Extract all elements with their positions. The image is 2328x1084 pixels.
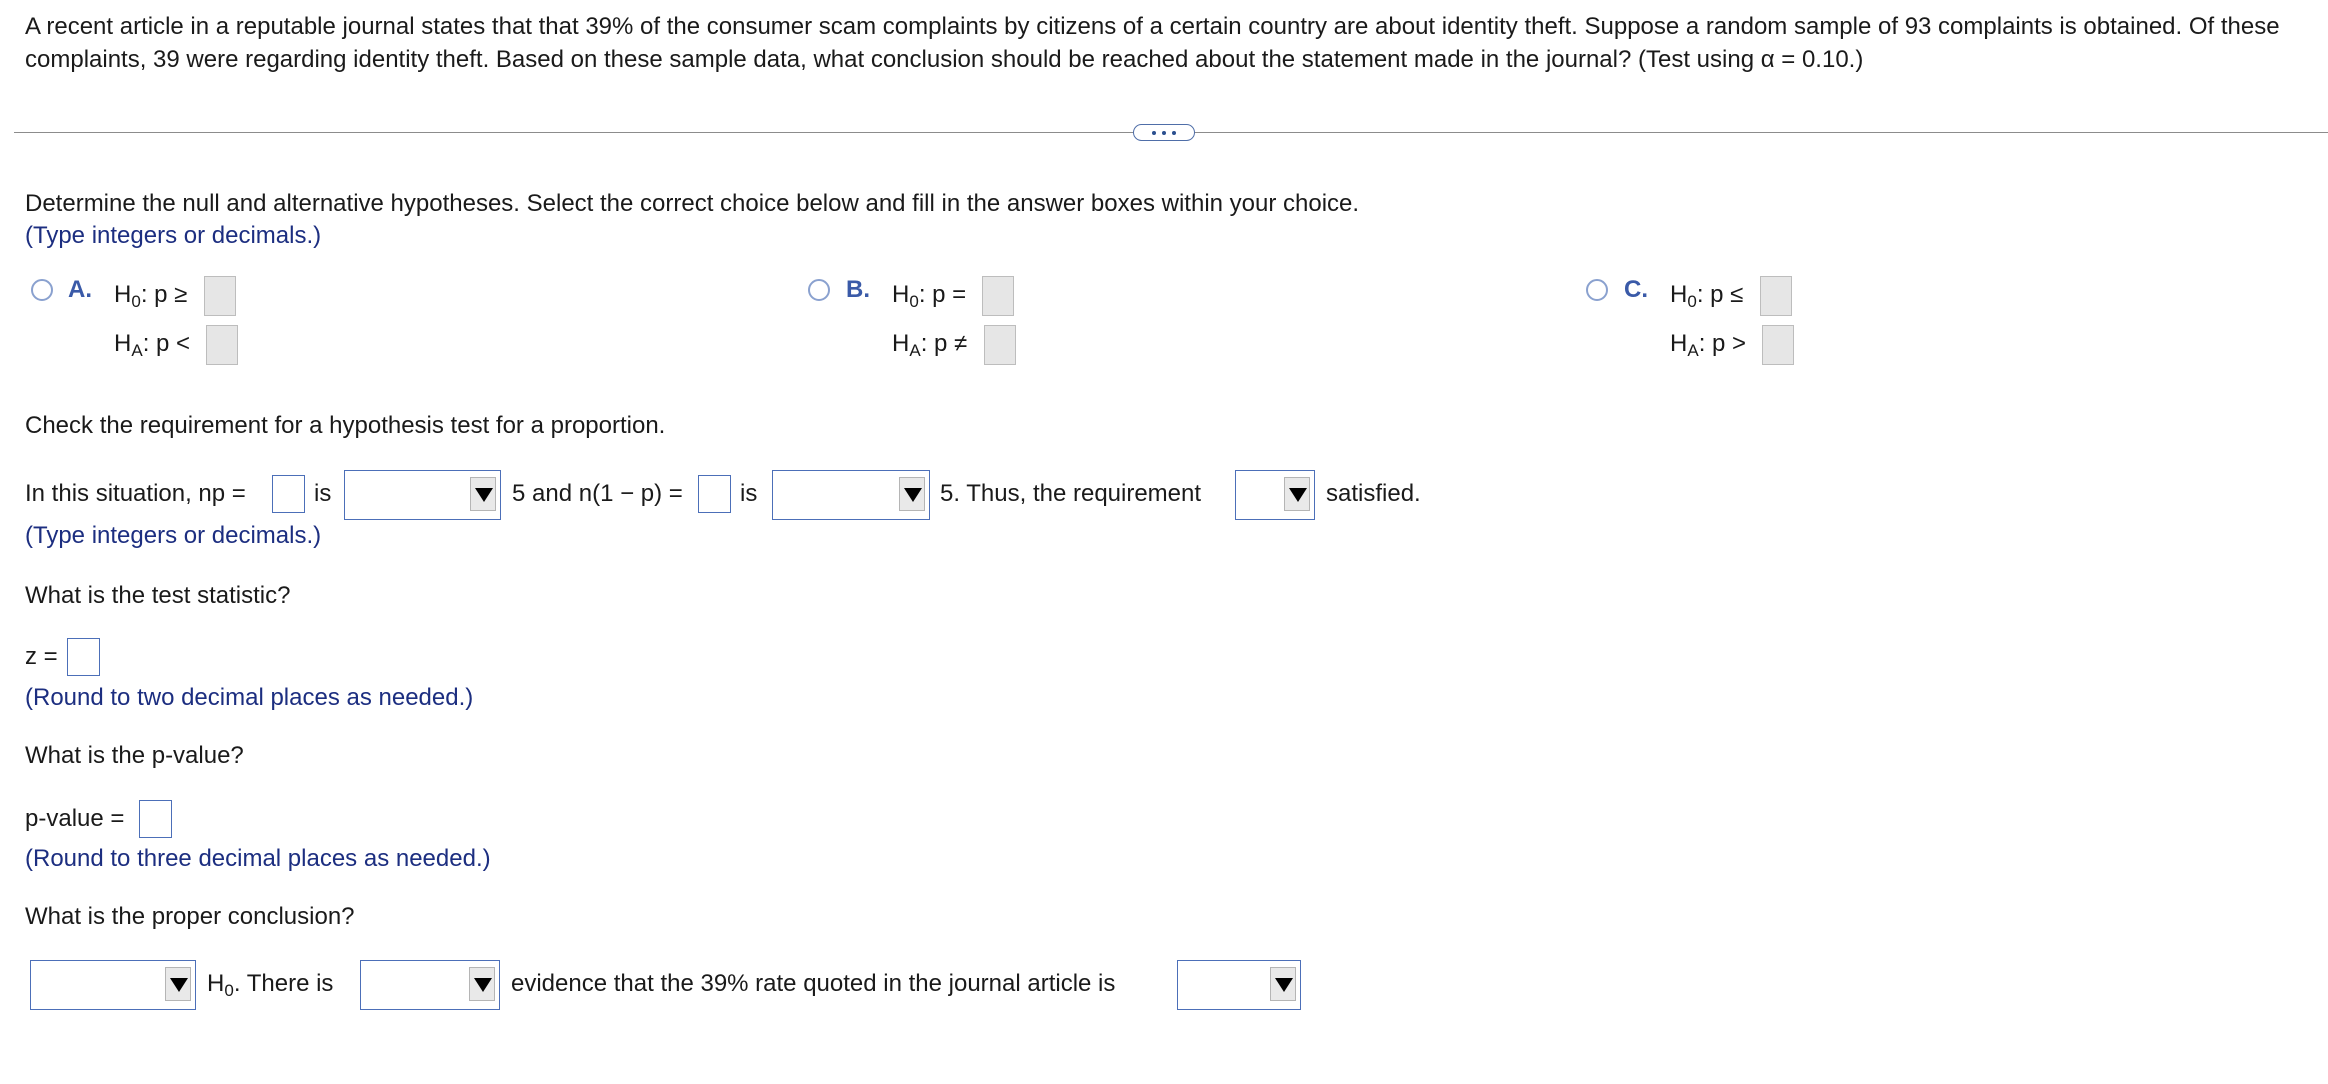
np-comparison-dropdown[interactable] bbox=[344, 470, 501, 520]
requirement-heading: Check the requirement for a hypothesis test for a proportion. bbox=[25, 412, 666, 439]
choice-a-ha-label: $H_A$: p < bbox=[114, 330, 191, 360]
n1p-label: 5 and n(1 − p) = bbox=[512, 480, 683, 507]
choice-a-radio[interactable] bbox=[31, 279, 53, 301]
dropdown-arrow-icon bbox=[1270, 967, 1296, 1001]
choice-b-h0-label: $H_0$: p = bbox=[892, 281, 967, 311]
choice-c-letter: C. bbox=[1624, 276, 1648, 303]
pvalue-question: What is the p-value? bbox=[25, 742, 244, 769]
conclusion-question: What is the proper conclusion? bbox=[25, 903, 355, 930]
expand-button[interactable] bbox=[1133, 124, 1195, 141]
choice-c-radio[interactable] bbox=[1586, 279, 1608, 301]
np-input[interactable] bbox=[272, 475, 305, 513]
hypotheses-instruction: Determine the null and alternative hypotheses. Select the correct choice below and fill in the answer boxes within your choice. bbox=[25, 190, 1360, 217]
rate-conclusion-dropdown[interactable] bbox=[1177, 960, 1301, 1010]
choice-a-h0-label: $H_0$: p ≥ bbox=[114, 281, 188, 311]
reject-decision-dropdown[interactable] bbox=[30, 960, 196, 1010]
dropdown-arrow-icon bbox=[469, 967, 495, 1001]
is-label-2: is bbox=[740, 480, 758, 507]
choice-b-ha-label: $H_A$: p ≠ bbox=[892, 330, 968, 360]
pvalue-hint: (Round to three decimal places as needed.) bbox=[25, 845, 491, 872]
pvalue-input[interactable] bbox=[139, 800, 172, 838]
requirement-dropdown[interactable] bbox=[1235, 470, 1315, 520]
evidence-dropdown[interactable] bbox=[360, 960, 500, 1010]
choice-c-h0-label: $H_0$: p ≤ bbox=[1670, 281, 1744, 311]
pvalue-label: p-value = bbox=[25, 805, 125, 832]
conclusion-h0-label: $H_0$. There is bbox=[207, 970, 334, 1000]
requirement-label: 5. Thus, the requirement bbox=[940, 480, 1202, 507]
dot-icon bbox=[1172, 131, 1176, 135]
problem-statement: A recent article in a reputable journal states that that 39% of the consumer scam complaints by citizens of a certain country are about identity theft. Suppose a random sample of 93 complaints is obtained. Of these complaints, 39 were regarding identity theft. Based on these sample data, what conclusion should be reached about the statement made in the journal? (Test using α = 0.10.) bbox=[25, 13, 2280, 73]
n1p-input[interactable] bbox=[698, 475, 731, 513]
is-label-1: is bbox=[314, 480, 332, 507]
test-statistic-question: What is the test statistic? bbox=[25, 582, 291, 609]
dropdown-arrow-icon bbox=[165, 967, 191, 1001]
z-label: z = bbox=[25, 643, 58, 670]
choice-c-h0-input[interactable] bbox=[1760, 276, 1792, 316]
choice-c-ha-input[interactable] bbox=[1762, 325, 1794, 365]
choice-a-ha-input[interactable] bbox=[206, 325, 238, 365]
z-input[interactable] bbox=[67, 638, 100, 676]
dropdown-arrow-icon bbox=[899, 477, 925, 511]
choice-a-h0-input[interactable] bbox=[204, 276, 236, 316]
choice-a-letter: A. bbox=[68, 276, 92, 303]
evidence-label: evidence that the 39% rate quoted in the journal article is bbox=[511, 970, 1116, 997]
dropdown-arrow-icon bbox=[1284, 477, 1310, 511]
choice-b-ha-input[interactable] bbox=[984, 325, 1016, 365]
satisfied-label: satisfied. bbox=[1326, 480, 1421, 507]
dot-icon bbox=[1152, 131, 1156, 135]
requirement-hint: (Type integers or decimals.) bbox=[25, 522, 322, 549]
dot-icon bbox=[1162, 131, 1166, 135]
choice-c-ha-label: $H_A$: p > bbox=[1670, 330, 1747, 360]
choice-b-letter: B. bbox=[846, 276, 870, 303]
z-hint: (Round to two decimal places as needed.) bbox=[25, 684, 474, 711]
dropdown-arrow-icon bbox=[470, 477, 496, 511]
choice-b-radio[interactable] bbox=[808, 279, 830, 301]
choice-b-h0-input[interactable] bbox=[982, 276, 1014, 316]
n1p-comparison-dropdown[interactable] bbox=[772, 470, 930, 520]
hypotheses-hint: (Type integers or decimals.) bbox=[25, 222, 322, 249]
np-label: In this situation, np = bbox=[25, 480, 246, 507]
